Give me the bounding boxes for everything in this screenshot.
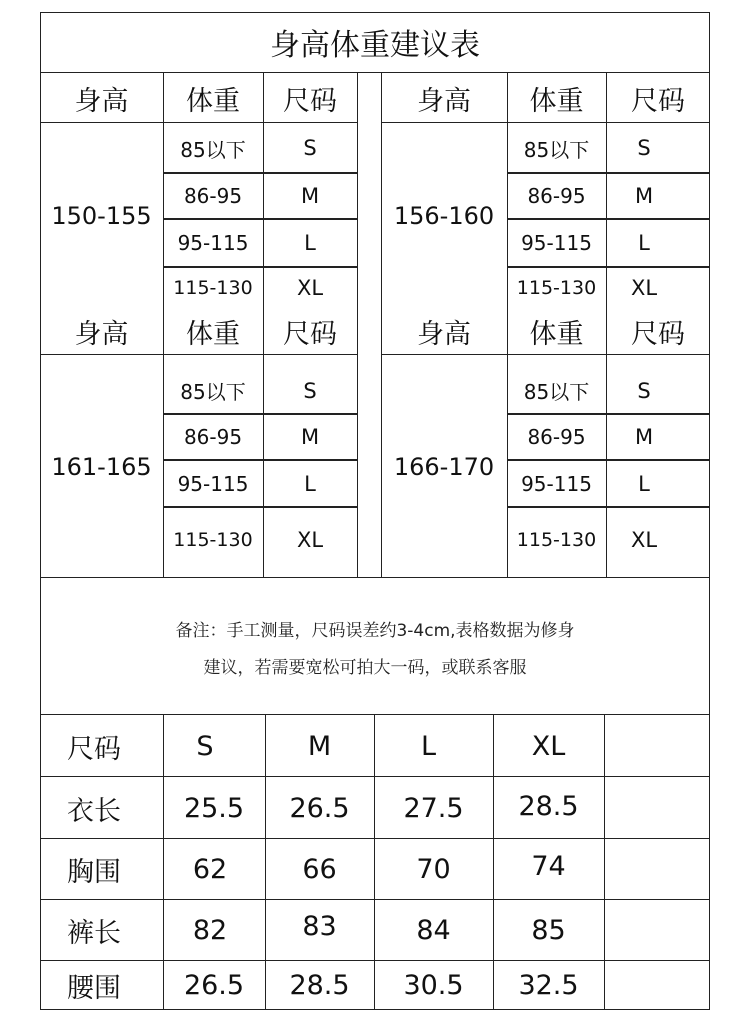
weight-range: 95-115 xyxy=(521,471,592,496)
weight-range: 115-130 xyxy=(516,277,597,299)
header-weight-right: 体重 xyxy=(529,85,584,117)
weight-range: 115-130 xyxy=(173,277,253,299)
header-height-left: 身高 xyxy=(74,318,129,350)
size-value: XL xyxy=(296,276,324,300)
weight-range: 95-115 xyxy=(521,231,592,255)
height-range: 161-165 xyxy=(51,453,152,481)
header-size-right: 尺码 xyxy=(631,318,685,350)
header-height-right: 身高 xyxy=(417,318,471,350)
header-size-right: 尺码 xyxy=(631,85,685,117)
measure-value: 62 xyxy=(192,854,228,885)
measure-value: 83 xyxy=(302,911,337,942)
measure-value: 28.5 xyxy=(289,970,350,1001)
page-title: 身高体重建议表 xyxy=(270,28,480,63)
weight-range: 86-95 xyxy=(527,425,586,449)
size-value: XL xyxy=(630,276,658,300)
size-value: S xyxy=(303,136,317,160)
measure-value: 82 xyxy=(192,915,228,946)
size-value: L xyxy=(638,471,650,496)
measure-header-size: XL xyxy=(531,730,566,762)
measure-header-label: 尺码 xyxy=(67,733,121,765)
header-size-left: 尺码 xyxy=(283,85,337,117)
size-value: L xyxy=(638,231,650,255)
weight-range: 86-95 xyxy=(183,425,243,449)
size-value: L xyxy=(304,471,316,496)
weight-range: 115-130 xyxy=(173,529,253,551)
measure-value: 66 xyxy=(302,854,337,885)
header-weight-right: 体重 xyxy=(529,318,584,350)
weight-range: 85以下 xyxy=(180,137,246,162)
measure-value: 25.5 xyxy=(183,792,245,824)
measure-value: 32.5 xyxy=(518,970,579,1001)
size-value: M xyxy=(634,184,654,208)
weight-range: 115-130 xyxy=(516,529,597,551)
weight-range: 85以下 xyxy=(523,380,590,404)
note-line-1: 备注：手工测量，尺码误差约3-4cm,表格数据为修身 xyxy=(175,620,575,641)
header-height-left: 身高 xyxy=(74,85,129,117)
header-size-left: 尺码 xyxy=(283,318,337,350)
measure-value: 28.5 xyxy=(518,790,579,822)
weight-range: 95-115 xyxy=(177,231,249,255)
size-value: L xyxy=(304,231,316,255)
note-line-2: 建议，若需要宽松可拍大一码，或联系客服 xyxy=(203,657,527,678)
height-range: 166-170 xyxy=(393,453,495,481)
size-value: XL xyxy=(296,528,324,552)
measure-header-size: S xyxy=(196,730,214,762)
measure-value: 30.5 xyxy=(403,970,464,1001)
header-weight-left: 体重 xyxy=(186,318,240,350)
measure-value: 26.5 xyxy=(183,970,245,1001)
measure-value: 85 xyxy=(531,915,566,946)
measure-row-label: 胸围 xyxy=(67,857,121,888)
height-range: 156-160 xyxy=(393,202,495,230)
weight-range: 95-115 xyxy=(177,471,249,496)
measure-row-label: 腰围 xyxy=(67,973,121,1004)
weight-range: 85以下 xyxy=(180,380,246,404)
size-value: S xyxy=(637,378,651,403)
weight-range: 86-95 xyxy=(527,184,586,208)
size-value: M xyxy=(300,425,320,449)
measure-header-size: L xyxy=(420,730,437,762)
measure-row-label: 裤长 xyxy=(67,918,121,949)
weight-range: 85以下 xyxy=(523,137,590,162)
measure-header-size: M xyxy=(307,730,332,762)
measure-value: 74 xyxy=(531,850,566,882)
header-weight-left: 体重 xyxy=(186,85,240,117)
measure-value: 70 xyxy=(416,854,451,885)
measure-value: 84 xyxy=(416,915,451,946)
weight-range: 86-95 xyxy=(183,184,243,208)
size-value: M xyxy=(634,425,654,449)
size-value: XL xyxy=(630,528,658,552)
size-value: S xyxy=(303,378,317,403)
measure-value: 26.5 xyxy=(289,792,350,824)
measure-row-label: 衣长 xyxy=(67,795,121,827)
size-value: M xyxy=(300,184,320,208)
header-height-right: 身高 xyxy=(417,85,471,117)
measure-value: 27.5 xyxy=(403,792,464,824)
size-value: S xyxy=(637,136,651,160)
height-range: 150-155 xyxy=(51,202,152,230)
